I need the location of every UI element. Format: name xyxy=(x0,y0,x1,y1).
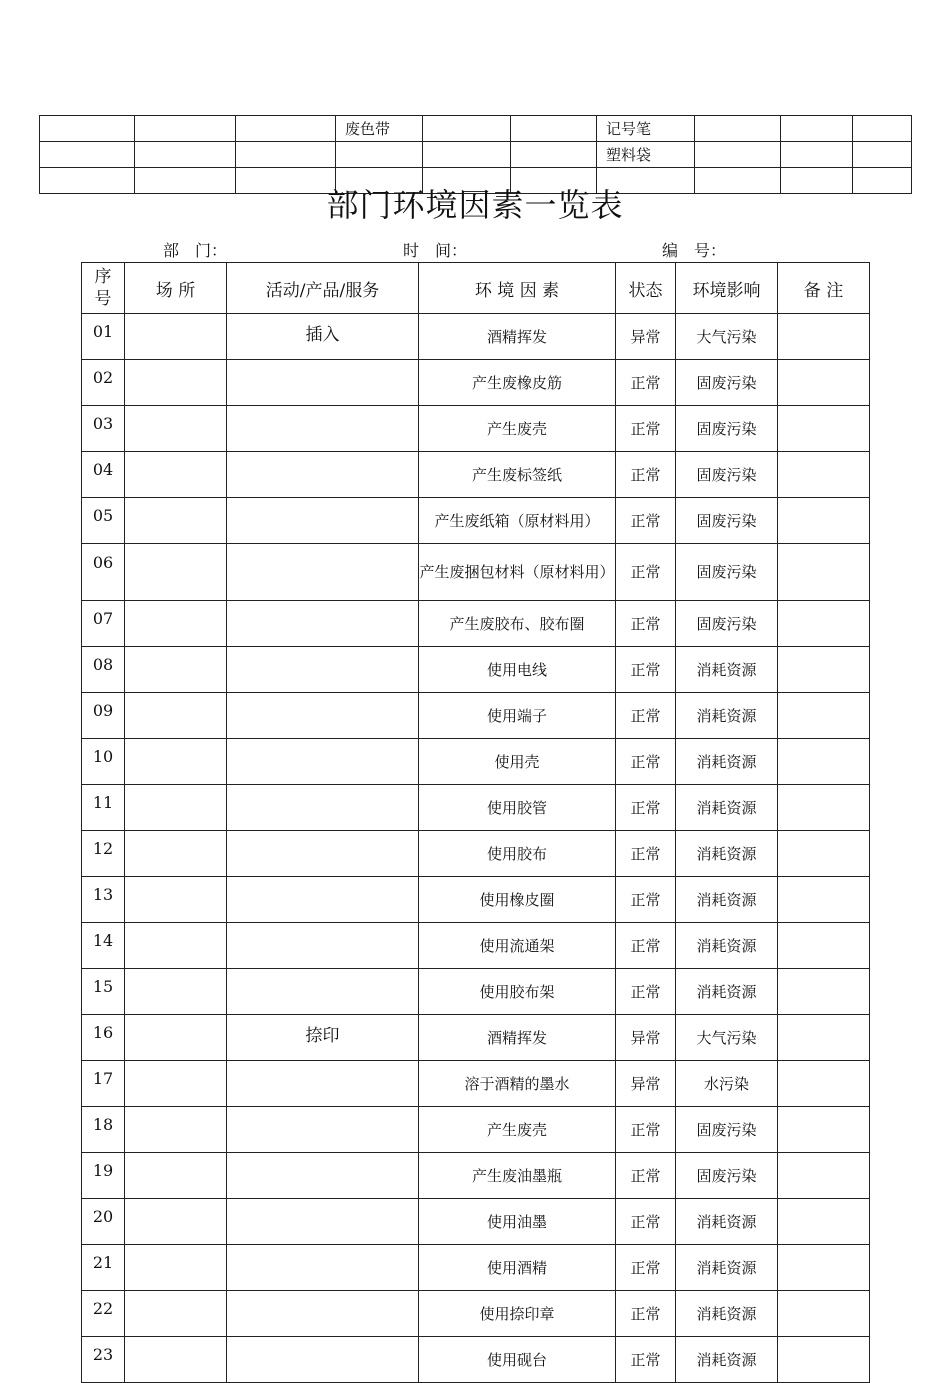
row-note xyxy=(778,785,870,831)
row-place xyxy=(125,360,227,406)
table-row xyxy=(82,314,870,360)
row-activity xyxy=(227,739,419,785)
row-place xyxy=(125,1245,227,1291)
row-seq: 09 xyxy=(82,693,125,739)
time-label: 时 间： xyxy=(403,241,468,260)
row-place xyxy=(125,693,227,739)
row-note xyxy=(778,544,870,601)
row-status: 正常 xyxy=(616,360,676,406)
row-note xyxy=(778,360,870,406)
row-note xyxy=(778,923,870,969)
row-status: 正常 xyxy=(616,498,676,544)
row-place xyxy=(125,877,227,923)
top-table-cell xyxy=(40,142,135,168)
header-place: 场 所 xyxy=(125,263,227,314)
row-activity xyxy=(227,1153,419,1199)
row-status: 正常 xyxy=(616,1245,676,1291)
table-row xyxy=(82,969,870,1015)
row-status: 正常 xyxy=(616,923,676,969)
top-table-cell xyxy=(423,142,511,168)
row-impact: 消耗资源 xyxy=(676,969,778,1015)
row-note xyxy=(778,1107,870,1153)
row-place xyxy=(125,1015,227,1061)
row-note xyxy=(778,1245,870,1291)
top-table-cell xyxy=(853,116,912,142)
row-seq: 01 xyxy=(82,314,125,360)
row-status: 正常 xyxy=(616,1107,676,1153)
table-row xyxy=(82,601,870,647)
row-activity xyxy=(227,969,419,1015)
row-status: 正常 xyxy=(616,647,676,693)
row-seq: 13 xyxy=(82,877,125,923)
row-note xyxy=(778,1061,870,1107)
row-seq: 18 xyxy=(82,1107,125,1153)
row-seq: 14 xyxy=(82,923,125,969)
row-activity xyxy=(227,647,419,693)
table-row xyxy=(82,544,870,601)
row-place xyxy=(125,1199,227,1245)
row-seq: 08 xyxy=(82,647,125,693)
row-factor: 产生废油墨瓶 xyxy=(419,1153,616,1199)
table-row xyxy=(82,1337,870,1383)
row-status: 正常 xyxy=(616,1337,676,1383)
row-note xyxy=(778,693,870,739)
table-row xyxy=(82,693,870,739)
code-label: 编 号： xyxy=(662,241,727,260)
row-activity xyxy=(227,923,419,969)
row-note xyxy=(778,1291,870,1337)
row-factor: 溶于酒精的墨水 xyxy=(419,1061,616,1107)
row-note xyxy=(778,1337,870,1383)
row-note xyxy=(778,406,870,452)
row-activity xyxy=(227,1337,419,1383)
row-note xyxy=(778,314,870,360)
dept-label: 部 门： xyxy=(163,241,228,260)
top-table-cell xyxy=(135,116,236,142)
row-note xyxy=(778,601,870,647)
row-place xyxy=(125,601,227,647)
row-impact: 消耗资源 xyxy=(676,1337,778,1383)
row-factor: 产生废捆包材料（原材料用） xyxy=(419,544,616,601)
row-activity: 插入 xyxy=(227,314,419,360)
row-impact: 消耗资源 xyxy=(676,785,778,831)
row-seq: 21 xyxy=(82,1245,125,1291)
header-status: 状态 xyxy=(616,263,676,314)
row-activity xyxy=(227,1245,419,1291)
row-factor: 酒精挥发 xyxy=(419,1015,616,1061)
row-status: 正常 xyxy=(616,1153,676,1199)
row-status: 正常 xyxy=(616,877,676,923)
top-table-cell xyxy=(511,116,597,142)
row-impact: 消耗资源 xyxy=(676,1291,778,1337)
row-note xyxy=(778,1199,870,1245)
row-impact: 固废污染 xyxy=(676,360,778,406)
row-seq: 02 xyxy=(82,360,125,406)
top-table-cell xyxy=(695,116,781,142)
row-note xyxy=(778,739,870,785)
row-status: 正常 xyxy=(616,601,676,647)
row-activity xyxy=(227,693,419,739)
row-place xyxy=(125,1291,227,1337)
row-factor: 使用酒精 xyxy=(419,1245,616,1291)
table-row xyxy=(82,1199,870,1245)
row-seq: 11 xyxy=(82,785,125,831)
row-activity xyxy=(227,877,419,923)
row-seq: 19 xyxy=(82,1153,125,1199)
top-table-cell xyxy=(135,142,236,168)
row-seq: 06 xyxy=(82,544,125,601)
table-row xyxy=(82,498,870,544)
top-table-cell xyxy=(853,142,912,168)
row-status: 异常 xyxy=(616,314,676,360)
top-table-cell: 废色带 xyxy=(336,116,423,142)
row-impact: 固废污染 xyxy=(676,1153,778,1199)
row-factor: 使用砚台 xyxy=(419,1337,616,1383)
header-activity: 活动/产品/服务 xyxy=(227,263,419,314)
row-impact: 水污染 xyxy=(676,1061,778,1107)
row-place xyxy=(125,1061,227,1107)
row-activity xyxy=(227,1061,419,1107)
row-factor: 产生废壳 xyxy=(419,406,616,452)
row-place xyxy=(125,544,227,601)
row-factor: 产生废壳 xyxy=(419,1107,616,1153)
row-seq: 03 xyxy=(82,406,125,452)
top-table-cell xyxy=(511,142,597,168)
row-impact: 固废污染 xyxy=(676,452,778,498)
row-status: 正常 xyxy=(616,693,676,739)
top-table-cell xyxy=(781,116,853,142)
header-note: 备 注 xyxy=(778,263,870,314)
top-table-cell xyxy=(336,142,423,168)
table-row xyxy=(82,831,870,877)
table-row xyxy=(82,1107,870,1153)
row-impact: 消耗资源 xyxy=(676,923,778,969)
top-table-cell xyxy=(695,142,781,168)
row-seq: 05 xyxy=(82,498,125,544)
row-factor: 使用端子 xyxy=(419,693,616,739)
row-seq: 17 xyxy=(82,1061,125,1107)
row-impact: 大气污染 xyxy=(676,314,778,360)
row-activity xyxy=(227,406,419,452)
row-status: 异常 xyxy=(616,1061,676,1107)
top-table-cell xyxy=(781,142,853,168)
row-seq: 22 xyxy=(82,1291,125,1337)
top-table-cell xyxy=(423,116,511,142)
top-table-row xyxy=(40,142,912,168)
row-impact: 消耗资源 xyxy=(676,647,778,693)
row-impact: 固废污染 xyxy=(676,498,778,544)
row-place xyxy=(125,1337,227,1383)
row-impact: 固废污染 xyxy=(676,544,778,601)
row-status: 正常 xyxy=(616,969,676,1015)
row-place xyxy=(125,406,227,452)
row-note xyxy=(778,452,870,498)
row-impact: 消耗资源 xyxy=(676,693,778,739)
table-row xyxy=(82,1061,870,1107)
row-place xyxy=(125,831,227,877)
row-factor: 使用油墨 xyxy=(419,1199,616,1245)
row-place xyxy=(125,314,227,360)
row-place xyxy=(125,923,227,969)
row-seq: 16 xyxy=(82,1015,125,1061)
row-factor: 使用流通架 xyxy=(419,923,616,969)
row-status: 正常 xyxy=(616,452,676,498)
row-impact: 消耗资源 xyxy=(676,831,778,877)
row-seq: 23 xyxy=(82,1337,125,1383)
table-row xyxy=(82,452,870,498)
row-activity: 捺印 xyxy=(227,1015,419,1061)
row-factor: 使用胶布架 xyxy=(419,969,616,1015)
row-seq: 15 xyxy=(82,969,125,1015)
row-status: 正常 xyxy=(616,1199,676,1245)
row-factor: 产生废标签纸 xyxy=(419,452,616,498)
row-impact: 消耗资源 xyxy=(676,739,778,785)
row-seq: 10 xyxy=(82,739,125,785)
row-impact: 固废污染 xyxy=(676,1107,778,1153)
row-factor: 使用橡皮圈 xyxy=(419,877,616,923)
table-header-row xyxy=(82,263,870,314)
header-factor: 环 境 因 素 xyxy=(419,263,616,314)
row-activity xyxy=(227,498,419,544)
row-note xyxy=(778,831,870,877)
row-place xyxy=(125,1107,227,1153)
top-table-cell xyxy=(40,116,135,142)
row-activity xyxy=(227,785,419,831)
row-impact: 固废污染 xyxy=(676,601,778,647)
top-table-cell: 记号笔 xyxy=(597,116,695,142)
row-impact: 消耗资源 xyxy=(676,1245,778,1291)
table-row xyxy=(82,1245,870,1291)
row-activity xyxy=(227,1291,419,1337)
row-factor: 产生废橡皮筋 xyxy=(419,360,616,406)
top-table-cell xyxy=(236,142,336,168)
row-seq: 20 xyxy=(82,1199,125,1245)
table-row xyxy=(82,647,870,693)
row-place xyxy=(125,785,227,831)
row-note xyxy=(778,1153,870,1199)
row-seq: 07 xyxy=(82,601,125,647)
row-place xyxy=(125,647,227,693)
row-status: 异常 xyxy=(616,1015,676,1061)
row-note xyxy=(778,498,870,544)
header-seq: 序号 xyxy=(82,263,125,314)
row-impact: 消耗资源 xyxy=(676,877,778,923)
row-place xyxy=(125,498,227,544)
row-activity xyxy=(227,1107,419,1153)
table-row xyxy=(82,1153,870,1199)
page-title: 部门环境因素一览表 xyxy=(326,186,624,224)
row-factor: 使用电线 xyxy=(419,647,616,693)
row-status: 正常 xyxy=(616,544,676,601)
row-activity xyxy=(227,831,419,877)
top-table-cell xyxy=(236,116,336,142)
row-note xyxy=(778,647,870,693)
row-factor: 使用胶管 xyxy=(419,785,616,831)
table-row xyxy=(82,739,870,785)
top-table-cell: 塑料袋 xyxy=(597,142,695,168)
row-factor: 使用捺印章 xyxy=(419,1291,616,1337)
row-note xyxy=(778,969,870,1015)
table-row xyxy=(82,923,870,969)
row-place xyxy=(125,1153,227,1199)
row-seq: 12 xyxy=(82,831,125,877)
table-row xyxy=(82,785,870,831)
row-activity xyxy=(227,1199,419,1245)
row-impact: 大气污染 xyxy=(676,1015,778,1061)
row-status: 正常 xyxy=(616,739,676,785)
row-activity xyxy=(227,360,419,406)
row-note xyxy=(778,877,870,923)
row-place xyxy=(125,739,227,785)
top-table-row xyxy=(40,116,912,142)
row-status: 正常 xyxy=(616,1291,676,1337)
row-factor: 产生废胶布、胶布圈 xyxy=(419,601,616,647)
table-row xyxy=(82,406,870,452)
row-factor: 酒精挥发 xyxy=(419,314,616,360)
row-note xyxy=(778,1015,870,1061)
table-row xyxy=(82,1291,870,1337)
table-row xyxy=(82,877,870,923)
row-factor: 使用胶布 xyxy=(419,831,616,877)
row-status: 正常 xyxy=(616,785,676,831)
row-impact: 固废污染 xyxy=(676,406,778,452)
table-row xyxy=(82,1015,870,1061)
row-status: 正常 xyxy=(616,406,676,452)
row-place xyxy=(125,452,227,498)
row-impact: 消耗资源 xyxy=(676,1199,778,1245)
header-impact: 环境影响 xyxy=(676,263,778,314)
row-status: 正常 xyxy=(616,831,676,877)
row-activity xyxy=(227,601,419,647)
row-place xyxy=(125,969,227,1015)
row-activity xyxy=(227,452,419,498)
table-row xyxy=(82,360,870,406)
row-factor: 使用壳 xyxy=(419,739,616,785)
environment-factor-table xyxy=(81,262,870,1383)
row-factor: 产生废纸箱（原材料用） xyxy=(419,498,616,544)
row-seq: 04 xyxy=(82,452,125,498)
row-activity xyxy=(227,544,419,601)
